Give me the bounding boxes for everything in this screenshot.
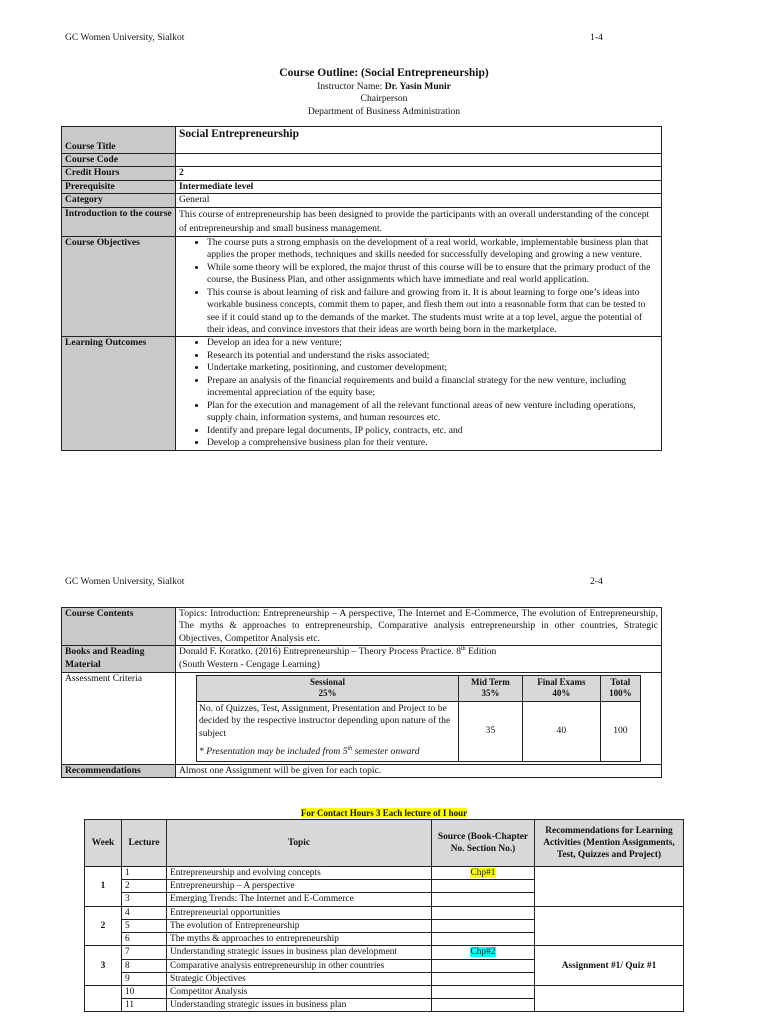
row-course-code <box>62 154 662 167</box>
course-outline-heading <box>0 66 768 118</box>
lecture-cell: 7 <box>122 946 167 959</box>
final-value: 40 <box>522 701 600 761</box>
department: Department of Business Administration <box>307 105 461 117</box>
list-item: • While some theory will be explored, the major thrust of this course will be to ensure that the primary product of the course, the Business Plan, and other assignments which have immediate and real world application. <box>207 262 658 287</box>
assessment-header-row <box>197 675 641 701</box>
assessment-table <box>196 675 641 762</box>
list-item: • Develop a comprehensive business plan for their venture. <box>207 437 658 449</box>
topic-cell: Emerging Trends: The Internet and E-Commerce <box>167 893 432 906</box>
final-pct: 40% <box>552 688 571 699</box>
assessment-label: Assessment Criteria <box>62 672 176 764</box>
source-cell <box>432 906 535 919</box>
lecture-cell: 6 <box>122 933 167 946</box>
source-cell <box>432 959 535 972</box>
topic-cell: The evolution of Entrepreneurship <box>167 919 432 932</box>
presentation-note-sup: th <box>347 746 353 753</box>
topic-cell: Comparative analysis entrepreneurship in other countries <box>167 959 432 972</box>
assessment-value-row <box>197 701 641 761</box>
week-cell <box>85 985 122 1011</box>
page2-page-number: 2-4 <box>590 576 603 587</box>
total-pct: 100% <box>609 688 632 699</box>
source-cell <box>432 880 535 893</box>
instructor-label: Instructor Name: <box>317 80 385 92</box>
activity-cell <box>535 985 684 1011</box>
instructor-name: Dr. Yasin Munir <box>384 80 451 92</box>
course-title-label: Course Title <box>62 127 176 154</box>
source-cell <box>432 972 535 985</box>
source-cell <box>432 867 535 880</box>
schedule-body <box>85 867 684 1012</box>
recommendations-label: Recommendations <box>62 764 176 777</box>
books-label: Books and Reading Material <box>62 646 176 672</box>
instructor-role: Chairperson <box>360 93 408 105</box>
list-item: • This course is about learning of risk and failure and growing from it. It is about learning to forge one’s ideas into workable business concepts, commit them to paper, and flesh them out into a reasonable form that can be tested to see if it could stand up to the demands of the market. The students must write at a top level, argue the potential of their ideas, and convince investors that their ideas are worth being born in the marketplace. <box>207 287 658 337</box>
table-row <box>85 906 684 919</box>
sessional-pct: 25% <box>318 688 337 699</box>
table-row <box>85 985 684 998</box>
contents-label: Course Contents <box>62 608 176 646</box>
midterm-label: Mid Term <box>471 676 510 687</box>
source-header: Source (Book-Chapter No. Section No.) <box>432 820 535 867</box>
outcomes-label: Learning Outcomes <box>62 337 176 450</box>
total-header <box>600 675 640 701</box>
row-learning-outcomes <box>62 337 662 450</box>
outcomes-value <box>176 337 662 450</box>
sessional-description-cell <box>197 701 459 761</box>
week-cell: 2 <box>85 906 122 946</box>
contents-value: Topics: Introduction: Entrepreneurship – A perspective, The Internet and E-Commerce, The evolution of Entrepreneurship, The myths & approaches to entrepreneurship, Comparative analysis entrepreneurship in other countries, Strategic Objectives, Competitor Analysis etc. <box>176 608 662 646</box>
source-cell <box>432 893 535 906</box>
final-header <box>522 675 600 701</box>
course-title-value: Social Entrepreneurship <box>176 127 662 154</box>
list-item: • The course puts a strong emphasis on the development of a real world, workable, implementable business plan that applies the proper methods, techniques and skills needed for successfully developing and growing a new venture. <box>207 237 658 262</box>
lecture-cell: 3 <box>122 893 167 906</box>
list-item: • Identify and prepare legal documents, IP policy, contracts, etc. and <box>207 425 658 437</box>
week-cell: 3 <box>85 946 122 986</box>
midterm-header <box>458 675 522 701</box>
sessional-description: No. of Quizzes, Test, Assignment, Presentation and Project to be decided by the respective instructor depending upon nature of the subject <box>199 702 451 739</box>
lecture-cell: 4 <box>122 906 167 919</box>
course-code-label: Course Code <box>62 154 176 167</box>
final-label: Final Exams <box>537 676 586 687</box>
lecture-header: Lecture <box>122 820 167 867</box>
list-item: • Prepare an analysis of the financial requirements and build a financial strategy for the new venture, including incremental appreciation of the equity base; <box>207 375 658 400</box>
activity-cell <box>535 906 684 946</box>
prerequisite-label: Prerequisite <box>62 180 176 193</box>
objectives-list <box>179 237 658 337</box>
source-cell <box>432 919 535 932</box>
presentation-note-end: semester onward <box>352 746 420 758</box>
row-course-title <box>62 127 662 154</box>
course-info-table <box>61 126 662 451</box>
row-objectives <box>62 236 662 337</box>
lecture-cell: 11 <box>122 999 167 1012</box>
recommendations-value: Almost one Assignment will be given for each topic. <box>176 764 662 777</box>
list-item: • Develop an idea for a new venture; <box>207 337 658 349</box>
topic-cell: Entrepreneurial opportunities <box>167 906 432 919</box>
topic-cell: The myths & approaches to entrepreneurship <box>167 933 432 946</box>
row-prerequisite <box>62 180 662 193</box>
topic-cell: Entrepreneurship and evolving concepts <box>167 867 432 880</box>
table-row <box>85 946 684 959</box>
assessment-value <box>176 672 662 764</box>
activities-header: Recommendations for Learning Activities (Mention Assignments, Test, Quizzes and Project) <box>535 820 684 867</box>
lecture-cell: 1 <box>122 867 167 880</box>
lecture-cell: 5 <box>122 919 167 932</box>
source-cell <box>432 985 535 998</box>
outcomes-list <box>179 337 658 449</box>
week-header: Week <box>85 820 122 867</box>
midterm-pct: 35% <box>481 688 500 699</box>
category-label: Category <box>62 194 176 207</box>
source-cell <box>432 946 535 959</box>
course-code-value <box>176 154 662 167</box>
topic-header: Topic <box>167 820 432 867</box>
page1-page-number: 1-4 <box>590 32 603 43</box>
schedule-banner-wrap <box>0 808 768 820</box>
row-credit-hours <box>62 167 662 180</box>
page-title: Course Outline: (Social Entrepreneurship) <box>279 67 489 79</box>
total-label: Total <box>610 676 631 687</box>
row-introduction <box>62 207 662 236</box>
introduction-value: This course of entrepreneurship has been designed to provide the participants with an overall understanding of the concept of entrepreneurship and small business management. <box>176 207 662 236</box>
activity-cell <box>535 867 684 907</box>
schedule-banner: For Contact Hours 3 Each lecture of I hour <box>300 808 468 818</box>
instructor-line <box>0 81 768 93</box>
sessional-header <box>197 675 459 701</box>
books-line1: Donald F. Koratko. (2016) Entrepreneurship – Theory Process Practice. 8 <box>179 646 461 658</box>
page2-header-left: GC Women University, Sialkot <box>65 576 185 587</box>
books-sup: th <box>461 646 466 653</box>
prerequisite-value: Intermediate level <box>176 180 662 193</box>
row-course-contents <box>62 608 662 646</box>
presentation-note <box>199 746 456 759</box>
presentation-note-text: * Presentation may be included from 5 <box>199 746 348 758</box>
lecture-cell: 10 <box>122 985 167 998</box>
list-item: • Plan for the execution and management of all the relevant functional areas of new venture including operations, supply chain, information systems, and human resources etc. <box>207 400 658 425</box>
objectives-label: Course Objectives <box>62 236 176 337</box>
objectives-value <box>176 236 662 337</box>
books-value <box>176 646 662 672</box>
category-value: General <box>176 194 662 207</box>
activity-cell: Assignment #1/ Quiz #1 <box>535 946 684 986</box>
row-assessment <box>62 672 662 764</box>
midterm-value: 35 <box>458 701 522 761</box>
lecture-cell: 2 <box>122 880 167 893</box>
row-category <box>62 194 662 207</box>
introduction-label: Introduction to the course <box>62 207 176 236</box>
list-item: • Research its potential and understand the risks associated; <box>207 350 658 362</box>
schedule-table <box>84 819 684 1012</box>
total-value: 100 <box>600 701 640 761</box>
books-line2: (South Western - Cengage Learning) <box>179 659 320 671</box>
list-item: • Undertake marketing, positioning, and customer development; <box>207 362 658 374</box>
week-cell: 1 <box>85 867 122 907</box>
source-cell <box>432 933 535 946</box>
lecture-cell: 8 <box>122 959 167 972</box>
topic-cell: Competitor Analysis <box>167 985 432 998</box>
topic-cell: Entrepreneurship – A perspective <box>167 880 432 893</box>
credit-hours-label: Credit Hours <box>62 167 176 180</box>
table-row <box>85 867 684 880</box>
schedule-header-row <box>85 820 684 867</box>
sessional-label: Sessional <box>309 676 345 687</box>
books-line1-end: Edition <box>465 646 497 658</box>
source-chapter-tag: Chp#1 <box>470 868 496 878</box>
topic-cell: Understanding strategic issues in business plan development <box>167 946 432 959</box>
source-cell <box>432 999 535 1012</box>
topic-cell: Understanding strategic issues in business plan <box>167 999 432 1012</box>
topic-cell: Strategic Objectives <box>167 972 432 985</box>
row-recommendations <box>62 764 662 777</box>
source-chapter-tag: Chp#2 <box>470 947 496 958</box>
credit-hours-value: 2 <box>176 167 662 180</box>
row-books <box>62 646 662 672</box>
page1-header-left: GC Women University, Sialkot <box>65 32 185 43</box>
lecture-cell: 9 <box>122 972 167 985</box>
course-contents-table <box>61 607 662 778</box>
